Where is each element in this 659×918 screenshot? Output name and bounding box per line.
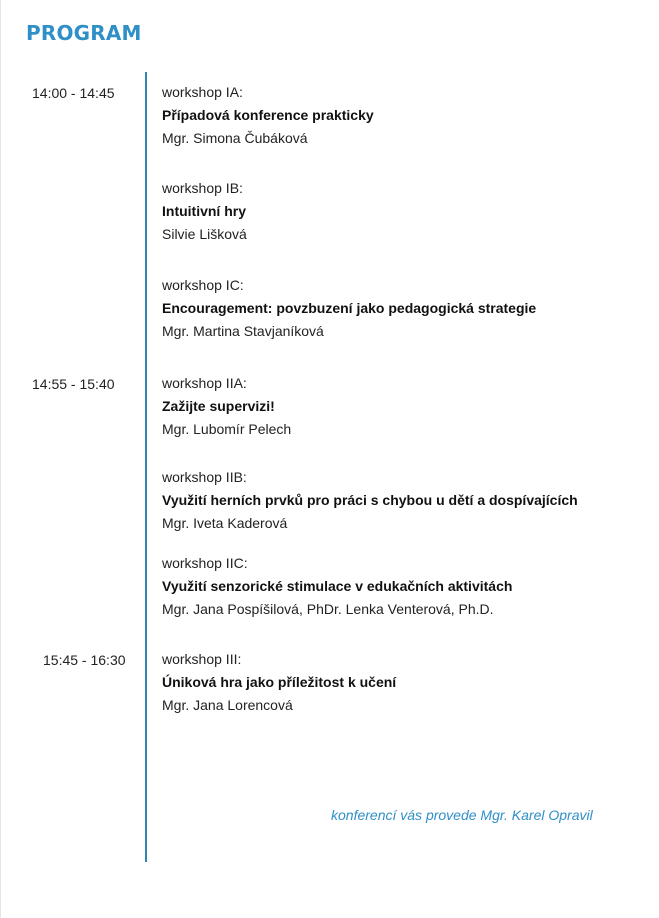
page-title: PROGRAM — [26, 21, 142, 45]
session-title: Případová konference prakticky — [162, 107, 374, 123]
session-iia — [162, 372, 642, 441]
session-code: workshop IIB: — [162, 469, 247, 485]
time-slot-3: 15:45 - 16:30 — [43, 652, 126, 668]
session-code: workshop IIC: — [162, 555, 248, 571]
session-title: Využití herních prvků pro práci s chybou u dětí a dospívajících — [162, 492, 578, 508]
session-code: workshop IC: — [162, 277, 244, 293]
session-title: Úniková hra jako příležitost k učení — [162, 674, 397, 690]
session-title: Využití senzorické stimulace v edukačních aktivitách — [162, 578, 513, 594]
time-slot-2: 14:55 - 15:40 — [32, 376, 115, 392]
session-speaker: Mgr. Jana Pospíšilová, PhDr. Lenka Venterová, Ph.D. — [162, 601, 494, 617]
session-speaker: Mgr. Lubomír Pelech — [162, 421, 292, 437]
session-code: workshop IIA: — [162, 375, 247, 391]
session-code: workshop III: — [162, 651, 242, 667]
session-title: Zažijte supervizi! — [162, 398, 275, 414]
session-code: workshop IB: — [162, 180, 243, 196]
moderator-note: konferencí vás provede Mgr. Karel Opravil — [331, 807, 593, 823]
session-iib — [162, 466, 642, 535]
session-iic — [162, 552, 642, 621]
session-speaker: Mgr. Iveta Kaderová — [162, 515, 288, 531]
frame-border — [0, 0, 1, 918]
session-code: workshop IA: — [162, 84, 243, 100]
session-title: Intuitivní hry — [162, 203, 246, 219]
session-speaker: Mgr. Jana Lorencová — [162, 697, 293, 713]
session-ia — [162, 81, 642, 150]
session-ic — [162, 274, 642, 343]
session-speaker: Silvie Lišková — [162, 226, 247, 242]
session-ib — [162, 177, 642, 246]
session-iii — [162, 648, 642, 717]
time-slot-1: 14:00 - 14:45 — [32, 85, 115, 101]
session-title: Encouragement: povzbuzení jako pedagogická strategie — [162, 300, 537, 316]
session-speaker: Mgr. Martina Stavjaníková — [162, 323, 324, 339]
timeline-divider — [145, 72, 147, 862]
session-speaker: Mgr. Simona Čubáková — [162, 130, 308, 146]
